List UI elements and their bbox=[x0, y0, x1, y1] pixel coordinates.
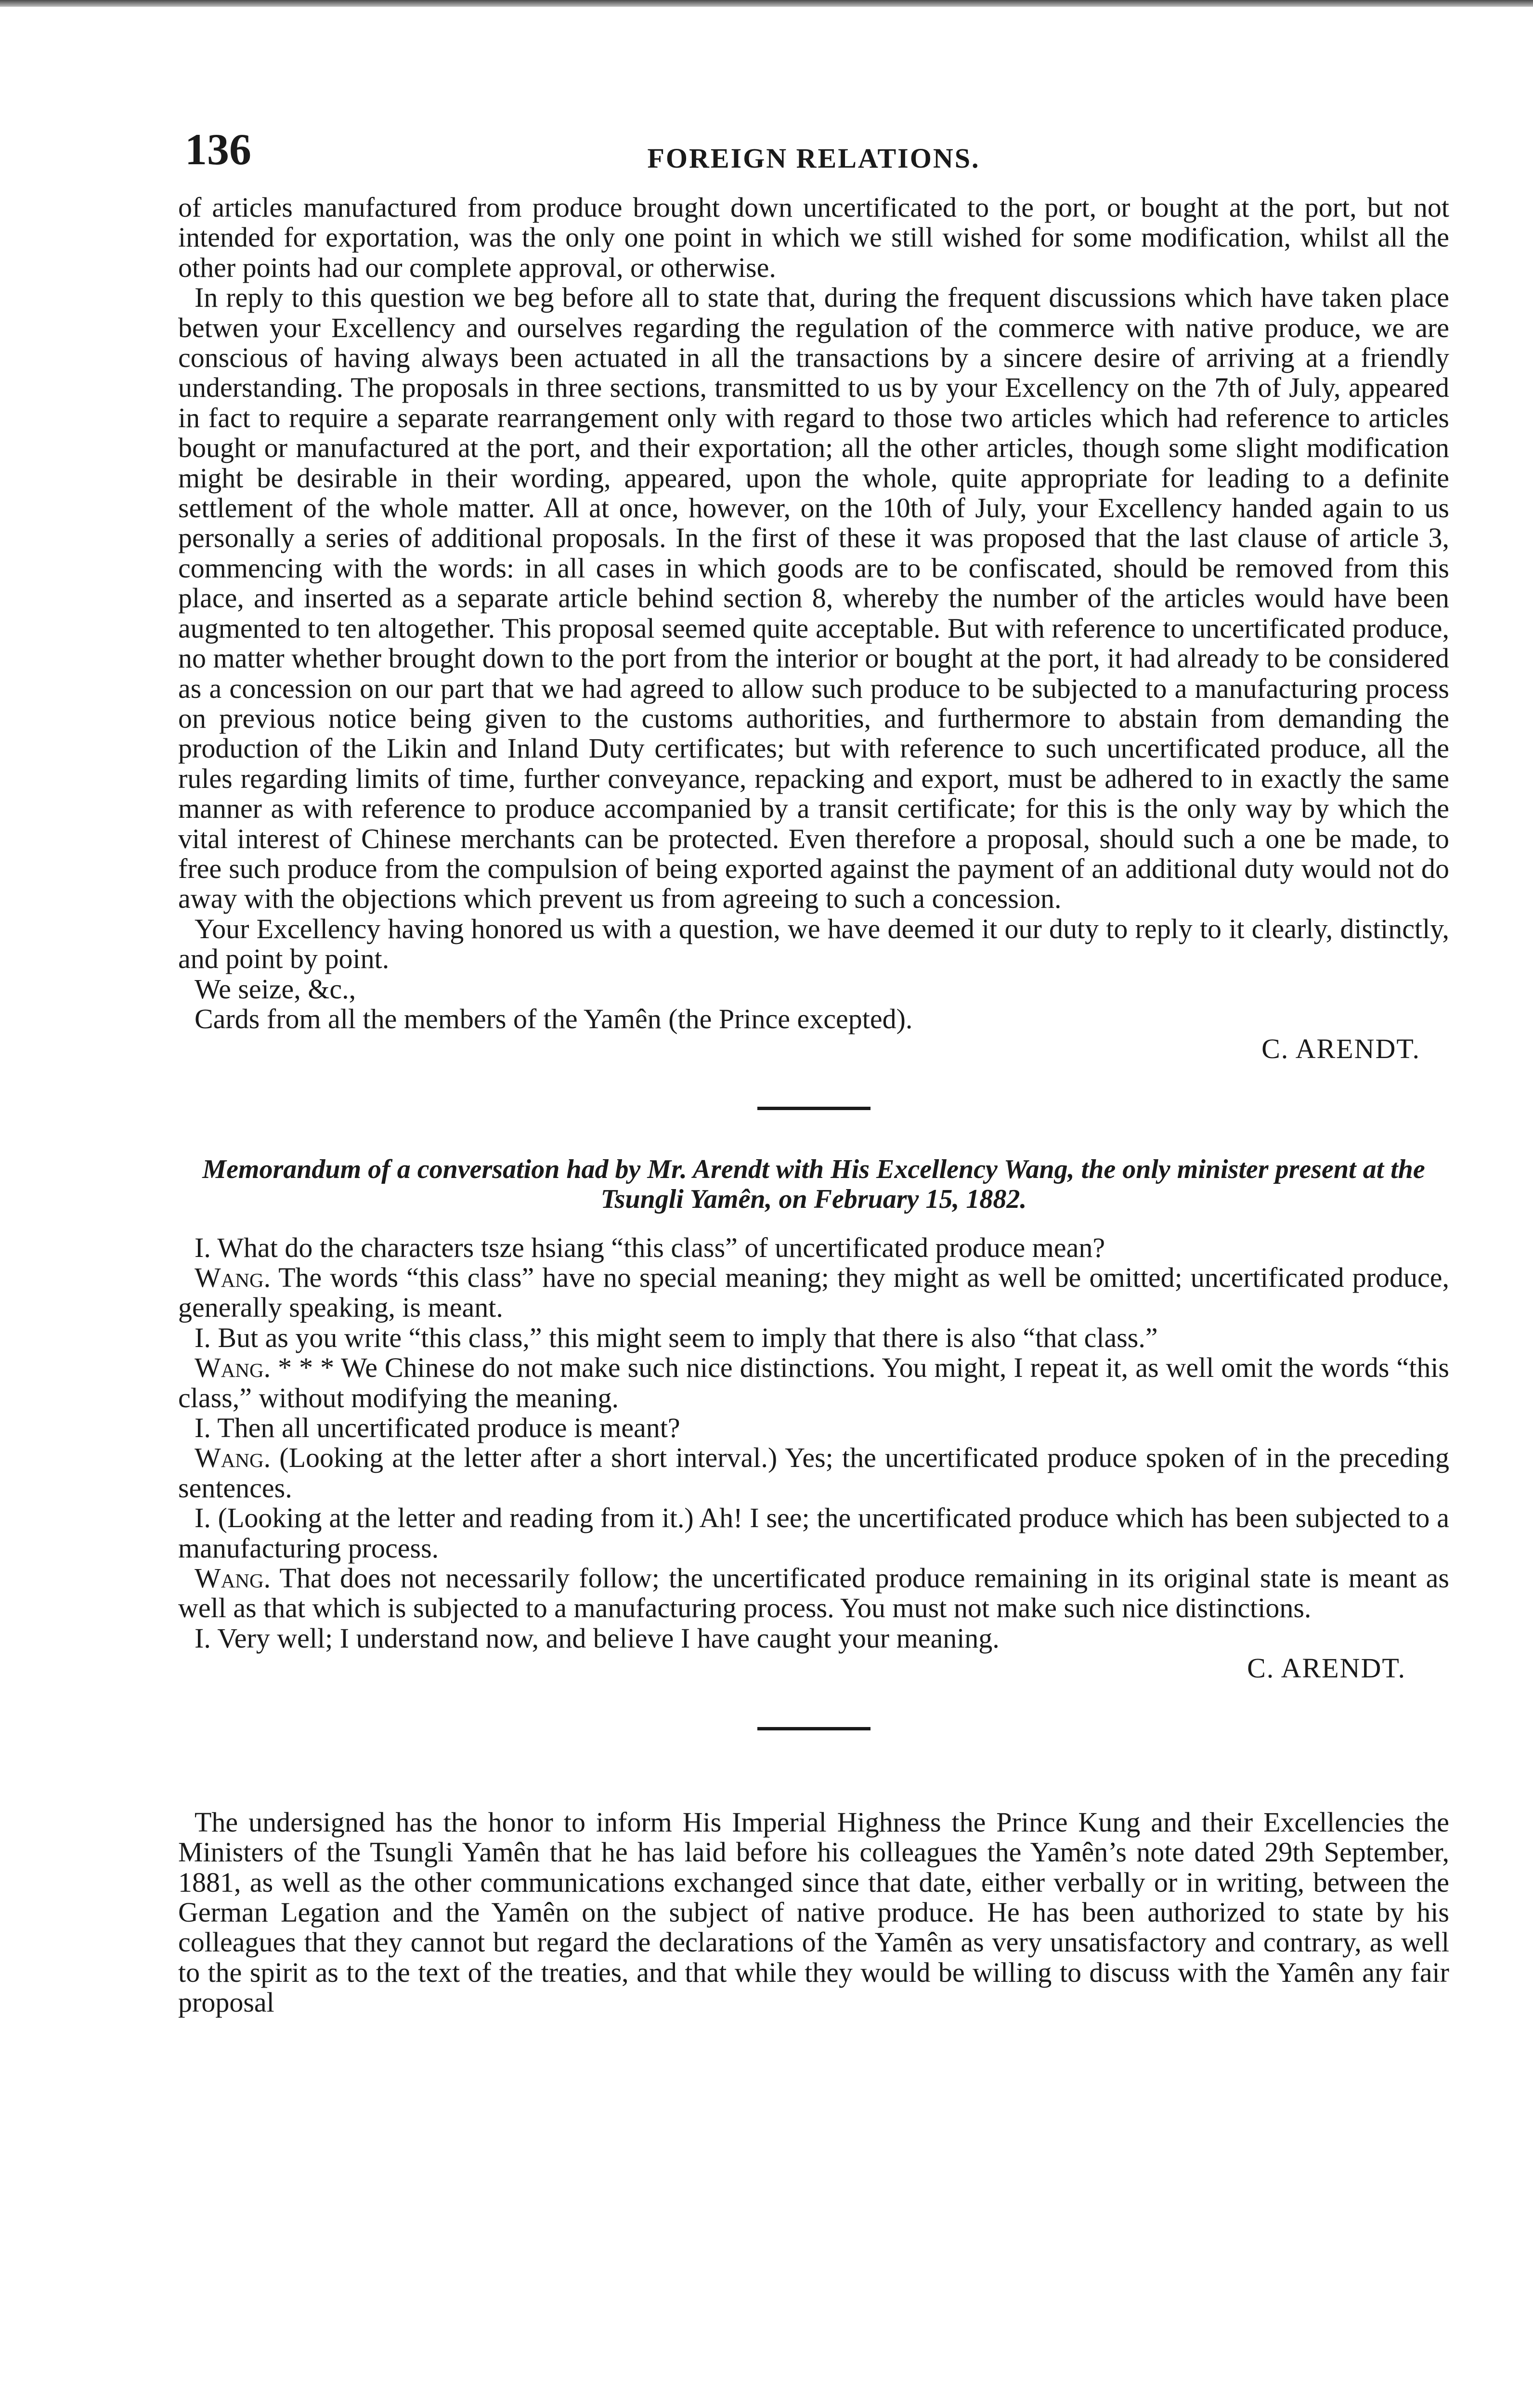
memo-line-3: I. But as you write “this class,” this might seem to imply that there is also “that class.” bbox=[195, 1322, 1158, 1353]
memo-line-text: (Looking at the letter after a short interval.) Yes; the uncertificated produce spoken of in the preceding sentences. bbox=[178, 1442, 1449, 1504]
memo-signature: C. ARENDT. bbox=[1247, 1652, 1406, 1684]
section-divider bbox=[757, 1727, 870, 1730]
letter-closing: We seize, &c., bbox=[195, 973, 356, 1005]
memo-title: Memorandum of a conversation had by Mr. Arendt with His Excellency Wang, the only minister present at the Tsungli Yamên, on February 15, 1882. bbox=[202, 1154, 1425, 1215]
memo-section bbox=[178, 1154, 1449, 1684]
page-number: 136 bbox=[185, 125, 251, 174]
memo-line-text: The words “this class” have no special meaning; they might as well be omitted; uncertificated produce, generally speaking, is meant. bbox=[178, 1262, 1449, 1323]
memo-line-9: I. Very well; I understand now, and believe I have caught your meaning. bbox=[195, 1622, 1000, 1654]
memo-line-text: * * * We Chinese do not make such nice distinctions. You might, I repeat it, as well omit the words “this class,” without modifying the meaning. bbox=[178, 1352, 1449, 1413]
page bbox=[178, 120, 1449, 2018]
note-paragraph-1: The undersigned has the honor to inform His Imperial Highness the Prince Kung and their Excellencies the Ministers of the Tsungli Yamên that he has laid before his colleagues the Yamên’s note dated 29th September, 1881, as well as the other communications exchanged since that date, either verbally or in writing, between the German Legation and the Yamên on the subject of native produce. He has been authorized to state by his colleagues that they cannot but regard the declarations of the Yamên as very unsatisfactory and contrary, as well to the spirit as to the text of the treaties, and that while they would be willing to discuss with the Yamên any fair proposal bbox=[178, 1806, 1449, 2018]
speaker-wang: Wang. bbox=[195, 1262, 271, 1293]
memo-line-8 bbox=[178, 1563, 1449, 1623]
page-header bbox=[178, 120, 1449, 193]
memo-line-text: That does not necessarily follow; the uncertificated produce remaining in its original state is meant as well as that which is subjected to a manufacturing process. You must not make such nice distinctions. bbox=[178, 1562, 1449, 1624]
letter-signature: C. ARENDT. bbox=[1261, 1033, 1420, 1065]
running-head: FOREIGN RELATIONS. bbox=[647, 143, 980, 174]
note-section bbox=[178, 1807, 1449, 2018]
memo-line-4 bbox=[178, 1353, 1449, 1413]
section-divider bbox=[757, 1107, 870, 1110]
speaker-wang: Wang. bbox=[195, 1562, 271, 1594]
top-edge-rule bbox=[0, 0, 1533, 7]
memo-line-5: I. Then all uncertificated produce is meant? bbox=[195, 1412, 680, 1444]
speaker-wang: Wang. bbox=[195, 1352, 271, 1384]
letter-paragraph-1: of articles manufactured from produce brought down uncertificated to the port, or bought at the port, but not intended for exportation, was the only one point in which we still wished for some modification, whilst all the other points had our complete approval, or otherwise. bbox=[178, 192, 1449, 283]
memo-line-7: I. (Looking at the letter and reading from it.) Ah! I see; the uncertificated produce which has been subjected to a manufacturing process. bbox=[178, 1502, 1449, 1564]
letter-cards-note: Cards from all the members of the Yamên (the Prince excepted). bbox=[195, 1003, 913, 1034]
letter-paragraph-3: Your Excellency having honored us with a question, we have deemed it our duty to reply to it clearly, distinctly, and point by point. bbox=[178, 913, 1449, 975]
memo-line-6 bbox=[178, 1443, 1449, 1503]
letter-paragraph-2: In reply to this question we beg before all to state that, during the frequent discussions which have taken place betwen your Excellency and ourselves regarding the regulation of the commerce with native produce, we are conscious of having always been actuated in all the transactions by a sincere desire of arriving at a friendly understanding. The proposals in three sections, transmitted to us by your Excellency on the 7th of July, appeared in fact to require a separate rearrangement only with regard to those two articles which had reference to articles bought or manufactured at the port, and their exportation; all the other articles, though some slight modification might be desirable in their wording, appeared, upon the whole, quite appropriate for leading to a definite settlement of the whole matter. All at once, however, on the 10th of July, your Excellency handed again to us personally a series of additional proposals. In the first of these it was proposed that the last clause of article 3, commencing with the words: in all cases in which goods are to be confiscated, should be removed from this place, and inserted as a separate article behind section 8, whereby the number of the articles would have been augmented to ten altogether. This proposal seemed quite acceptable. But with reference to uncertificated produce, no matter whether brought down to the port from the interior or bought at the port, it had already to be considered as a concession on our part that we had agreed to allow such produce to be subjected to a manufacturing process on previous notice being given to the customs authorities, and furthermore to abstain from demanding the production of the Likin and Inland Duty certificates; but with reference to such uncertificated produce, all the rules regarding limits of time, further conveyance, repacking and export, must be adhered to in exactly the same manner as with reference to produce accompanied by a transit certificate; for this is the only way by which the vital interest of Chinese merchants can be protected. Even therefore a proposal, should such a one be made, to free such produce from the compulsion of being exported against the payment of an additional duty would not do away with the objections which prevent us from agreeing to such a concession. bbox=[178, 282, 1449, 915]
speaker-wang: Wang. bbox=[195, 1442, 271, 1474]
letter-section bbox=[178, 193, 1449, 1064]
memo-line-1: I. What do the characters tsze hsiang “this class” of uncertificated produce mean? bbox=[195, 1231, 1105, 1263]
memo-line-2 bbox=[178, 1263, 1449, 1323]
